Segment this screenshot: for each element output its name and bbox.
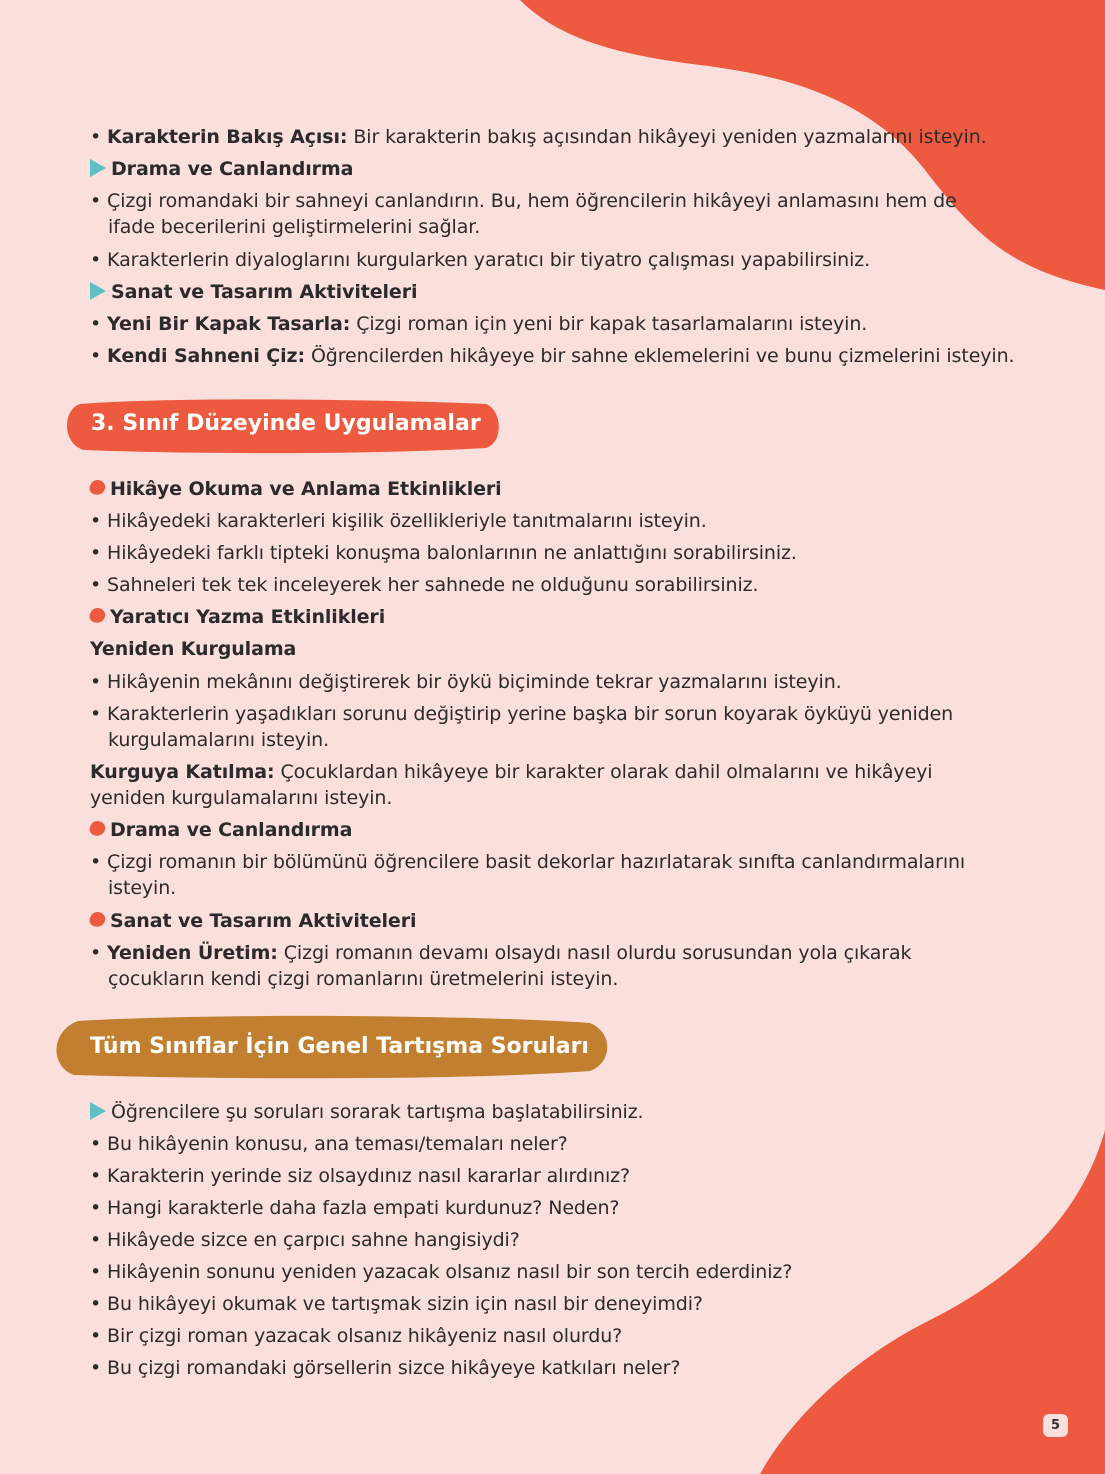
list-item: • Çizgi romanın bir bölümünü öğrencilere basit dekorlar hazırlatarak sınıfta canlandırmalarını [90,851,966,873]
blob-bullet-icon [88,478,107,497]
intro-line: Öğrencilere şu soruları sorarak tartışma başlatabilirsiniz. [90,1099,644,1125]
general-questions-title: Tüm Sınıflar İçin Genel Tartışma Soruları [90,1034,589,1059]
question-item: • Bu çizgi romandaki görsellerin sizce hikâyeye katkıları neler? [90,1357,681,1379]
list-item: • Hikâyenin mekânını değiştirerek bir öykü biçiminde tekrar yazmalarını isteyin. [90,671,842,693]
list-item-continuation: ifade becerilerini geliştirmelerini sağlar. [108,216,481,238]
question-item: • Hangi karakterle daha fazla empati kurdunuz? Neden? [90,1197,620,1219]
subheading-rewriting: Yeniden Kurgulama [90,638,297,660]
blob-bullet-icon [88,910,107,929]
subheading-drama: Drama ve Canlandırma [90,817,352,843]
list-item: • Hikâyedeki farklı tipteki konuşma balonlarının ne anlattığını sorabilirsiniz. [90,542,797,564]
blob-bullet-icon [88,819,107,838]
list-item: • Sahneleri tek tek inceleyerek her sahnede ne olduğunu sorabilirsiniz. [90,574,759,596]
play-triangle-icon [90,159,106,177]
question-item: • Hikâyede sizce en çarpıcı sahne hangisiydi? [90,1229,520,1251]
subheading-drama: Drama ve Canlandırma [90,156,353,182]
question-item: • Hikâyenin sonunu yeniden yazacak olsanız nasıl bir son tercih ederdiniz? [90,1261,793,1283]
section-3-banner [66,398,502,454]
blob-bullet-icon [88,606,107,625]
list-item: • Kendi Sahneni Çiz: Öğrencilerden hikâyeye bir sahne eklemelerini ve bunu çizmelerini isteyin. [90,345,1015,367]
list-item: • Karakterin Bakış Açısı: Bir karakterin bakış açısından hikâyeyi yeniden yazmalarını isteyin. [90,126,987,148]
list-item: • Yeniden Üretim: Çizgi romanın devamı olsaydı nasıl olurdu sorusundan yola çıkarak [90,942,912,964]
list-item-continuation: isteyin. [108,877,177,899]
question-item: • Bir çizgi roman yazacak olsanız hikâyeniz nasıl olurdu? [90,1325,623,1347]
play-triangle-icon [90,282,106,300]
paragraph-continuation: yeniden kurgulamalarını isteyin. [90,787,393,809]
question-item: • Karakterin yerinde siz olsaydınız nasıl kararlar alırdınız? [90,1165,631,1187]
play-triangle-icon [90,1102,106,1120]
list-item: • Yeni Bir Kapak Tasarla: Çizgi roman için yeni bir kapak tasarlamalarını isteyin. [90,313,868,335]
list-item: • Karakterlerin yaşadıkları sorunu değiştirip yerine başka bir sorun koyarak öyküyü yeniden [90,703,954,725]
general-questions-banner [54,1013,610,1081]
list-item: • Çizgi romandaki bir sahneyi canlandırın. Bu, hem öğrencilerin hikâyeyi anlamasını hem de [90,190,957,212]
subheading-art: Sanat ve Tasarım Aktiviteleri [90,279,417,305]
page-number: 5 [1043,1414,1068,1437]
subheading-reading: Hikâye Okuma ve Anlama Etkinlikleri [90,476,502,502]
list-item: • Karakterlerin diyaloglarını kurgularken yaratıcı bir tiyatro çalışması yapabilirsiniz. [90,249,871,271]
paragraph: Kurguya Katılma: Çocuklardan hikâyeye bir karakter olarak dahil olmalarını ve hikâyeyi [90,761,933,783]
subheading-art: Sanat ve Tasarım Aktiviteleri [90,908,416,934]
section-3-title: 3. Sınıf Düzeyinde Uygulamalar [91,411,481,436]
list-item-continuation: kurgulamalarını isteyin. [108,729,330,751]
subheading-writing: Yaratıcı Yazma Etkinlikleri [90,604,385,630]
question-item: • Bu hikâyenin konusu, ana teması/temaları neler? [90,1133,568,1155]
list-item: • Hikâyedeki karakterleri kişilik özellikleriyle tanıtmalarını isteyin. [90,510,707,532]
list-item-continuation: çocukların kendi çizgi romanlarını üretmelerini isteyin. [108,968,619,990]
question-item: • Bu hikâyeyi okumak ve tartışmak sizin için nasıl bir deneyimdi? [90,1293,703,1315]
